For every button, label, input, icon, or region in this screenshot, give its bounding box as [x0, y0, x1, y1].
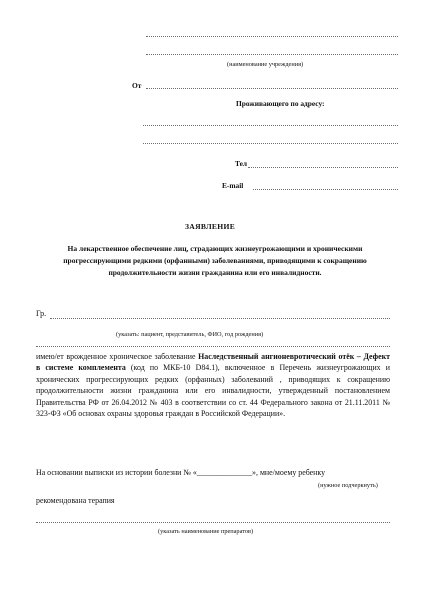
paragraph-intro: имею/ет врожденное хроническое заболевание [36, 352, 199, 361]
email-label: E-mail [222, 181, 244, 190]
citizen-prefix: Гр. [36, 309, 47, 318]
underline-caption: (нужное подчеркнуть) [318, 482, 378, 489]
basis-line: На основании выписки из истории болезни № «______________», мне/моему ребенку [36, 468, 326, 477]
address-line-1[interactable] [143, 125, 398, 126]
institution-line-2[interactable] [146, 54, 398, 55]
phone-label: Тел [235, 159, 248, 168]
citizen-caption: (указать: пациент, представитель, ФИО, год рождения) [116, 331, 264, 338]
institution-line-1[interactable] [146, 36, 398, 37]
citizen-line-2[interactable] [36, 346, 390, 347]
drug-line[interactable] [36, 522, 390, 523]
disease-name: Наследственный ангионевротический отёк – Дефект в системе комплемента [36, 352, 390, 373]
institution-caption: (наименование учреждения) [227, 61, 304, 68]
address-label: Проживающего по адресу: [236, 99, 325, 108]
disease-paragraph [36, 351, 390, 419]
drug-caption: (указать наименование препаратов) [158, 528, 254, 535]
paragraph-rest: (код по МКБ-10 D84.1), включенное в Перечень жизнеугрожающих и хронических прогрессирующих редких (орфанных) заболеваний , приводящих к сокращению продолжительности жизни гражданина или его инвалидности, утвержденный постановлением Правительства РФ от 26.04.2012 № 403 в соответствии со ст. 44 Федерального закона от 21.11.2011 № 323-ФЗ «Об основах охраны здоровья граждан в Российской Федерации». [36, 363, 390, 419]
therapy-label: рекомендована терапия [36, 496, 115, 505]
document-title: ЗАЯВЛЕНИЕ [185, 222, 236, 231]
address-line-2[interactable] [143, 143, 398, 144]
email-line[interactable] [253, 189, 398, 190]
citizen-line-1[interactable] [50, 318, 390, 319]
phone-line[interactable] [248, 167, 398, 168]
document-subtitle: На лекарственное обеспечение лиц, страдающих жизнеугрожающими и хроническими прогрессирующими редкими (орфанными) заболеваниями, приводящими к сокращению продолжительности жизни гражданина или его инвалидности. [63, 244, 367, 277]
from-label: От [132, 81, 142, 90]
from-line[interactable] [146, 88, 398, 89]
